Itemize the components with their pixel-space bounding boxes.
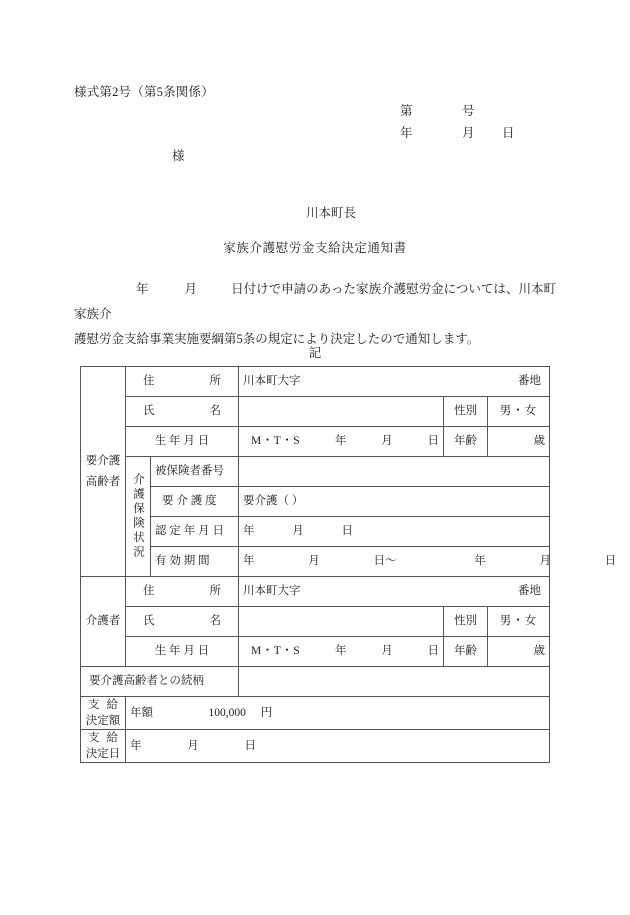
table-row-elderly-dob [81, 427, 550, 457]
valid-month-1: 月 [308, 555, 320, 568]
doc-date-month: 月 [462, 126, 475, 140]
cg-address-label-b: 所 [209, 585, 221, 598]
body-year: 年 [136, 282, 149, 296]
caregiver-section-label: 介護者 [81, 577, 126, 667]
insured-number-value[interactable] [239, 457, 550, 487]
dob-era: M・T・S [251, 435, 301, 448]
pay-date-label-b: 給 [106, 732, 118, 744]
address-prefix: 川本町大字 [243, 375, 301, 388]
cg-dob-month: 月 [381, 645, 393, 658]
elderly-address-value[interactable] [239, 367, 550, 397]
table-row-valid-period [81, 547, 550, 577]
address-label-a: 住 [143, 375, 155, 388]
relationship-value[interactable] [239, 667, 550, 697]
table-row-payment-date [81, 730, 550, 763]
elderly-name-value[interactable] [239, 397, 444, 427]
valid-year-2: 年 [474, 555, 486, 568]
pay-amount-label-a: 支 [88, 699, 100, 711]
insurance-status-vertical-label [126, 457, 151, 577]
document-date-line [400, 122, 550, 144]
pay-day: 日 [244, 739, 256, 752]
cert-year: 年 [243, 525, 255, 538]
relationship-label: 要介護高齢者との続柄 [81, 667, 239, 697]
elderly-section-label [81, 367, 126, 577]
ki-marker: 記 [308, 346, 322, 360]
payment-date-label [81, 730, 126, 763]
care-level-label [151, 487, 239, 517]
dob-day: 日 [427, 435, 439, 448]
payment-amount-label [81, 697, 126, 730]
elderly-age-label: 年齢 [444, 427, 488, 457]
care-level-label-text: 要 介 護 度 [162, 495, 217, 508]
cert-month: 月 [292, 525, 304, 538]
valid-period-label: 有 効 期 間 [151, 547, 239, 577]
table-row-cert-date [81, 517, 550, 547]
table-row-elderly-address [81, 367, 550, 397]
dob-year: 年 [334, 435, 347, 448]
cg-dob-era: M・T・S [251, 645, 301, 658]
cg-name-label-a: 氏 [143, 615, 155, 628]
body-line1: 日付けで申請のあった家族介護慰労金については、川本町家族介 [74, 282, 556, 321]
cg-dob-day: 日 [427, 645, 439, 658]
insured-number-label: 被保険者番号 [151, 457, 239, 487]
pay-year: 年 [130, 739, 142, 752]
caregiver-dob-value[interactable] [239, 637, 444, 667]
decision-details-table [80, 366, 617, 763]
payment-date-value[interactable] [126, 730, 550, 763]
elderly-label-line1: 要介護 [85, 454, 121, 467]
caregiver-sex-label: 性別 [444, 607, 488, 637]
amount-value: 100,000 [208, 706, 246, 719]
valid-year-1: 年 [243, 555, 255, 568]
name-label-a: 氏 [143, 405, 155, 418]
cert-day: 日 [341, 525, 353, 538]
elderly-dob-label [126, 427, 239, 457]
caregiver-address-label [126, 577, 239, 607]
caregiver-address-value[interactable] [239, 577, 550, 607]
address-suffix: 番地 [518, 375, 542, 388]
cg-address-suffix: 番地 [518, 585, 542, 598]
caregiver-age-value[interactable]: 歳 [488, 637, 550, 667]
addressee-honorific: 様 [172, 149, 185, 163]
doc-date-year: 年 [400, 126, 413, 140]
cg-address-prefix: 川本町大字 [243, 585, 301, 598]
body-paragraph [74, 277, 556, 352]
pay-date-label-a: 支 [88, 732, 100, 744]
caregiver-name-label [126, 607, 239, 637]
doc-number-label: 第 [400, 104, 413, 118]
issuer-name: 川本町長 [305, 206, 356, 220]
table-row-payment-amount [81, 697, 550, 730]
table-row-caregiver-dob [81, 637, 550, 667]
table-row-relationship [81, 667, 550, 697]
elderly-label-line2: 高齢者 [85, 475, 121, 488]
address-label-b: 所 [209, 375, 221, 388]
document-number-date-block [400, 100, 550, 144]
care-level-value[interactable]: 要介護（ ） [239, 487, 550, 517]
doc-number-unit: 号 [462, 104, 475, 118]
cg-name-label-b: 名 [209, 615, 221, 628]
cert-date-value[interactable] [239, 517, 550, 547]
elderly-sex-value[interactable]: 男・女 [488, 397, 550, 427]
payment-amount-value[interactable] [126, 697, 550, 730]
amount-label: 年額 [130, 706, 153, 719]
name-label-b: 名 [209, 405, 221, 418]
amount-unit: 円 [260, 706, 273, 719]
elderly-dob-value[interactable] [239, 427, 444, 457]
body-line2: 護慰労金支給事業実施要綱第5条の規定により決定したので通知します。 [74, 332, 480, 346]
dob-month: 月 [381, 435, 393, 448]
valid-day-2: 日 [604, 555, 617, 568]
table-row-insured-number [81, 457, 550, 487]
elderly-address-label [126, 367, 239, 397]
caregiver-sex-value[interactable]: 男・女 [488, 607, 550, 637]
table-row-caregiver-name [81, 607, 550, 637]
pay-amount-label-c: 決定額 [85, 715, 121, 727]
document-title: 家族介護慰労金支給決定通知書 [223, 241, 407, 255]
document-number-line [400, 100, 550, 122]
dob-label-text: 生 年 月 日 [154, 435, 210, 448]
pay-amount-label-b: 給 [106, 699, 118, 711]
table-row-caregiver-address [81, 577, 550, 607]
cg-address-label-a: 住 [143, 585, 155, 598]
elderly-name-label [126, 397, 239, 427]
body-month: 月 [184, 282, 198, 296]
caregiver-dob-label [126, 637, 239, 667]
cg-dob-label-text: 生 年 月 日 [154, 645, 210, 658]
valid-day-1: 日〜 [373, 555, 397, 568]
pay-month: 月 [187, 739, 199, 752]
valid-month-2: 月 [539, 555, 551, 568]
table-row-elderly-name [81, 397, 550, 427]
table-row-care-level [81, 487, 550, 517]
cert-date-label: 認 定 年 月 日 [151, 517, 239, 547]
pay-date-label-c: 決定日 [85, 748, 121, 760]
valid-period-value[interactable] [239, 547, 617, 577]
elderly-sex-label: 性別 [444, 397, 488, 427]
insurance-status-label-text: 介護保険状況 [132, 473, 145, 560]
elderly-age-value[interactable]: 歳 [488, 427, 550, 457]
form-number: 様式第2号（第5条関係） [74, 85, 214, 99]
cg-dob-year: 年 [334, 645, 347, 658]
doc-date-day: 日 [502, 126, 515, 140]
caregiver-name-value[interactable] [239, 607, 444, 637]
caregiver-age-label: 年齢 [444, 637, 488, 667]
